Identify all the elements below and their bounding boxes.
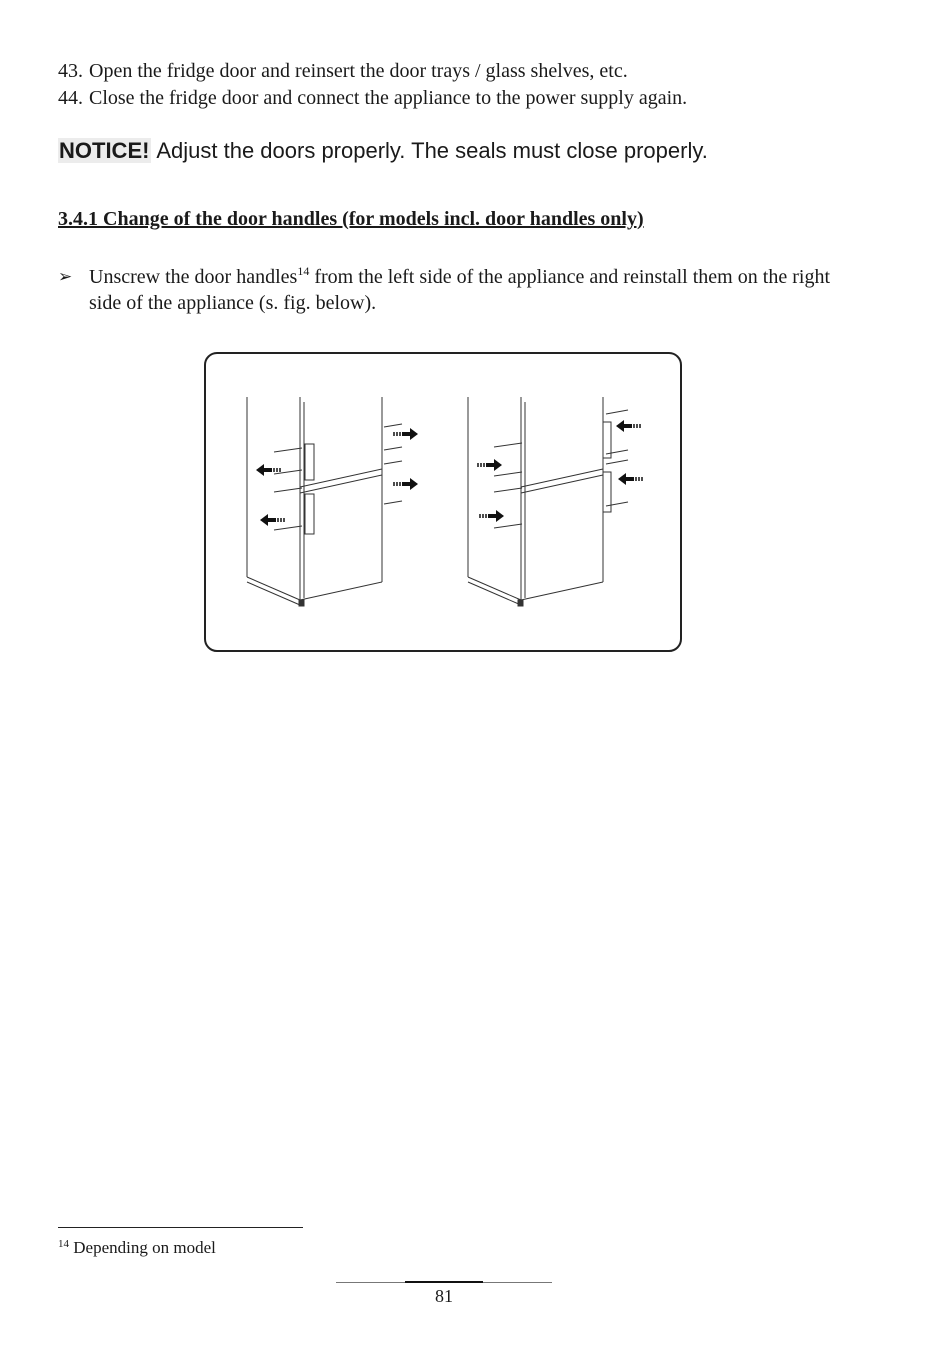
page-number-rule-accent — [405, 1281, 483, 1283]
step-text: Close the fridge door and connect the appliance to the power supply again. — [89, 87, 688, 109]
step-44 — [58, 85, 687, 111]
step-number: 43. — [58, 60, 83, 82]
footnote — [58, 1238, 216, 1258]
footnote-text: Depending on model — [69, 1238, 216, 1257]
section-heading: 3.4.1 Change of the door handles (for models incl. door handles only) — [58, 208, 644, 230]
bullet-instruction — [58, 264, 830, 316]
step-number: 44. — [58, 87, 83, 109]
bullet-text-before: Unscrew the door handles — [89, 266, 298, 288]
bullet-text-after: from the left side of the appliance and reinstall them on the right side of the appliance (s. fig. below). — [89, 266, 831, 314]
footnote-divider — [58, 1227, 303, 1228]
step-text: Open the fridge door and reinsert the door trays / glass shelves, etc. — [89, 60, 628, 82]
footnote-reference: 14 — [297, 264, 310, 278]
door-handle-relocation-diagram — [204, 352, 682, 652]
notice-box — [58, 138, 708, 164]
bullet-arrow-icon: ➢ — [58, 267, 73, 287]
footnote-number: 14 — [58, 1238, 69, 1250]
page-number: 81 — [435, 1286, 453, 1306]
notice-text: Adjust the doors properly. The seals must close properly. — [151, 138, 708, 163]
notice-label: NOTICE! — [59, 138, 150, 163]
step-43 — [58, 58, 628, 84]
